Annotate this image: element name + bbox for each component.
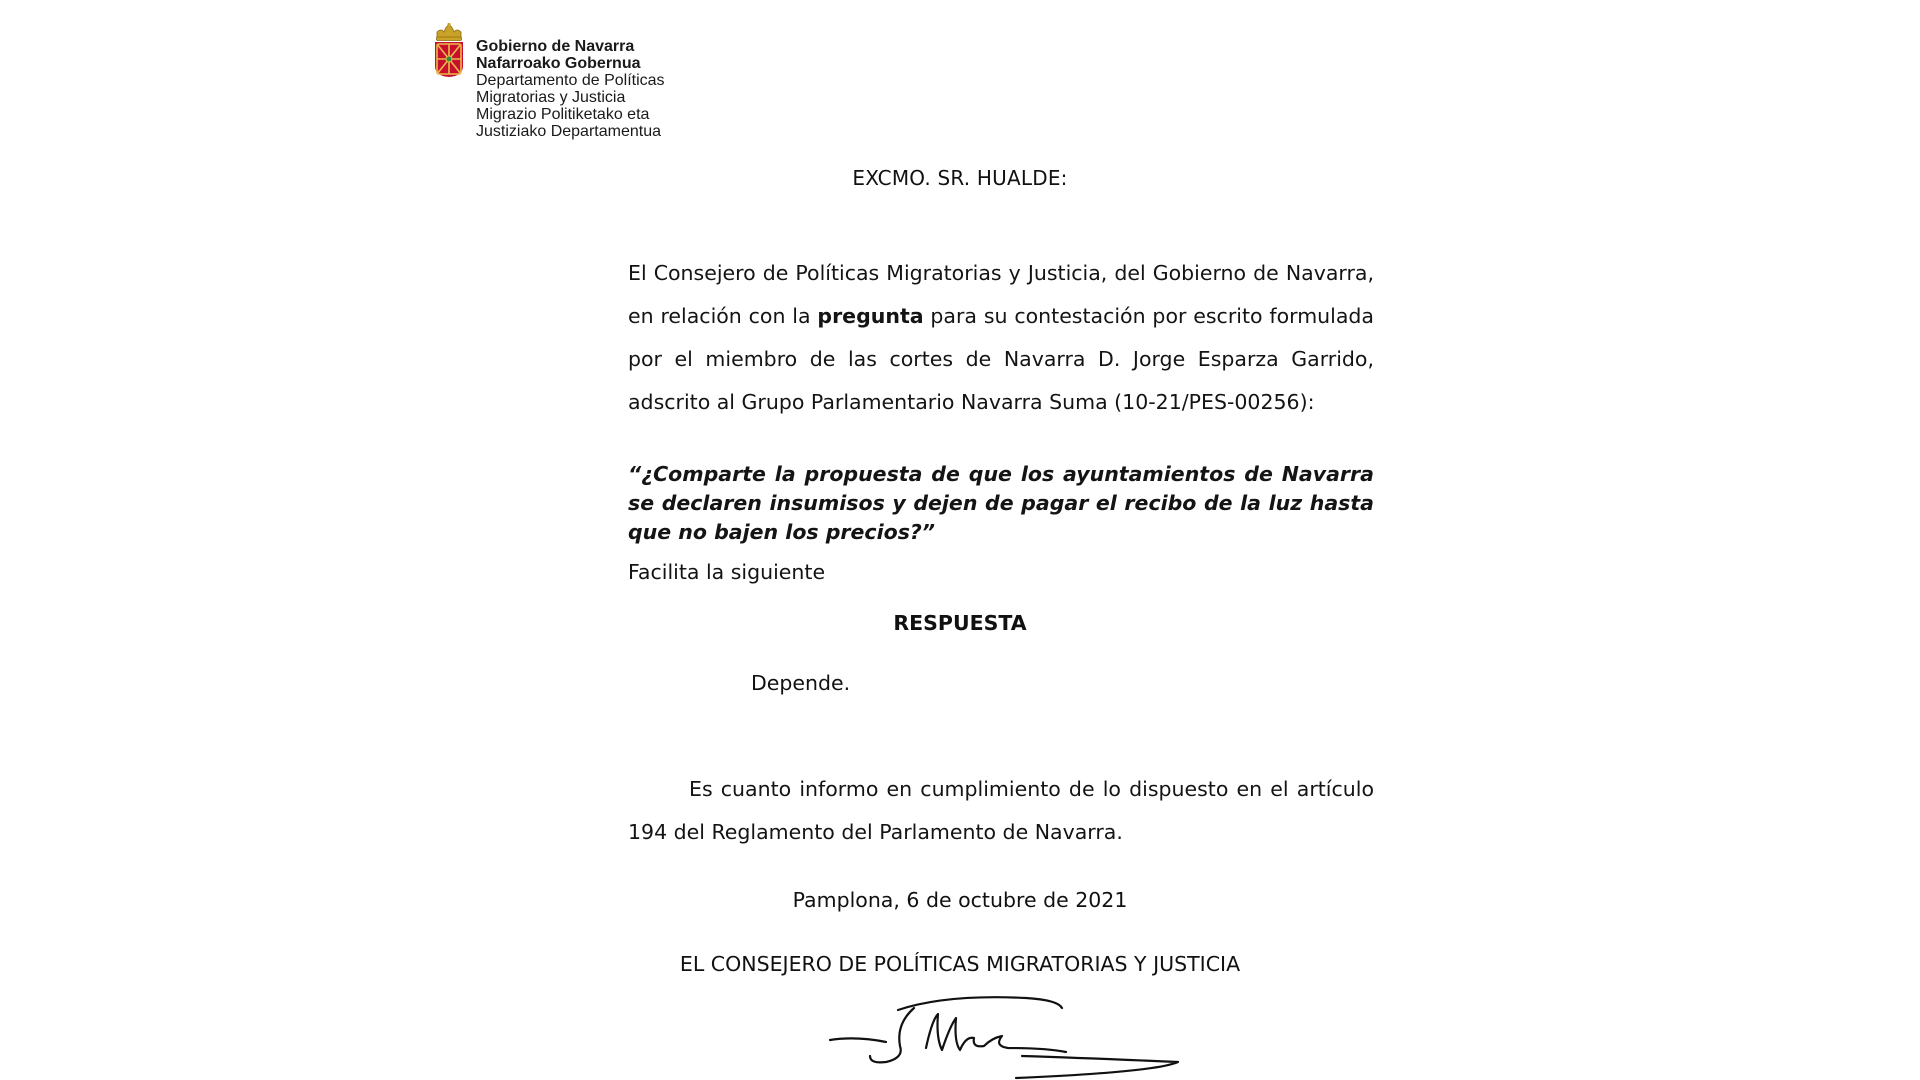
department-line-3: Migrazio Politiketako eta — [476, 106, 650, 123]
department-line-4: Justiziako Departamentua — [476, 123, 661, 140]
respuesta-heading: RESPUESTA — [893, 611, 1027, 635]
answer-text: Depende. — [751, 671, 851, 695]
place-date: Pamplona, 6 de octubre de 2021 — [792, 888, 1128, 912]
department-line-1: Departamento de Políticas — [476, 72, 665, 89]
signer-title: EL CONSEJERO DE POLÍTICAS MIGRATORIAS Y JUSTICIA — [679, 952, 1241, 976]
org-name-es: Gobierno de Navarra — [476, 38, 635, 55]
department-line-2: Migratorias y Justicia — [476, 89, 626, 106]
intro-text-before: El Consejero de Políticas Migratorias y Justicia, del Gobierno de Navarra, en relación con la — [628, 261, 1374, 328]
letterhead — [432, 22, 665, 140]
intro-text-after: para su contestación por escrito formulada por el miembro de las cortes de Navarra D. Jorge Esparza Garrido, adscrito al Grupo Parlamentario Navarra Suma (10-21/PES-00256): — [628, 304, 1374, 414]
department-name — [476, 22, 665, 140]
facilita-text: Facilita la siguiente — [628, 560, 826, 584]
navarra-coat-of-arms-icon — [432, 22, 466, 78]
handwritten-signature — [826, 990, 1186, 1080]
closing-paragraph: Es cuanto informo en cumplimiento de lo dispuesto en el artículo 194 del Reglamento del Parlamento de Navarra. — [628, 777, 1374, 844]
question-text: “¿Comparte la propuesta de que los ayuntamientos de Navarra se declaren insumisos y dejen de pagar el recibo de la luz hasta que no bajen los precios?” — [628, 462, 1374, 544]
org-name-eu: Nafarroako Gobernua — [476, 55, 641, 72]
intro-paragraph — [628, 252, 1374, 424]
addressee: EXCMO. SR. HUALDE: — [852, 166, 1068, 190]
intro-bold-word: pregunta — [817, 304, 924, 328]
